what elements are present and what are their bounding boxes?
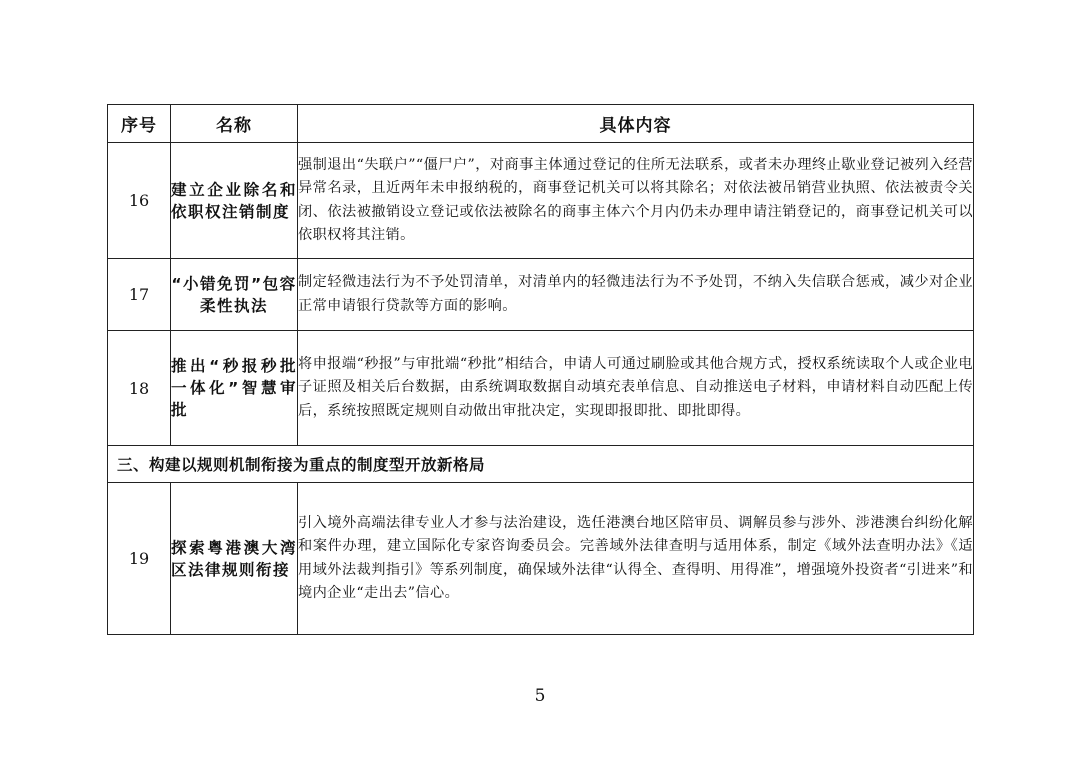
row-name: 建立企业除名和依职权注销制度 bbox=[171, 143, 298, 259]
row-number: 19 bbox=[108, 483, 171, 635]
row-name: 推出“秒报秒批一体化”智慧审批 bbox=[171, 331, 298, 446]
table-header-row bbox=[108, 105, 974, 143]
section-heading: 三、构建以规则机制衔接为重点的制度型开放新格局 bbox=[108, 446, 974, 483]
row-number: 16 bbox=[108, 143, 171, 259]
row-name: 探索粤港澳大湾区法律规则衔接 bbox=[171, 483, 298, 635]
row-name: “小错免罚”包容柔性执法 bbox=[171, 259, 298, 331]
policy-table bbox=[107, 104, 974, 635]
table-row bbox=[108, 143, 974, 259]
row-content: 引入境外高端法律专业人才参与法治建设，选任港澳台地区陪审员、调解员参与涉外、涉港澳台纠纷化解和案件办理，建立国际化专家咨询委员会。完善域外法律查明与适用体系，制定《域外法查明办法》《适用域外法裁判指引》等系列制度，确保域外法律“认得全、查得明、用得准”，增强境外投资者“引进来”和境内企业“走出去”信心。 bbox=[298, 483, 974, 635]
row-number: 17 bbox=[108, 259, 171, 331]
header-name: 名称 bbox=[171, 105, 298, 143]
row-content: 将申报端“秒报”与审批端“秒批”相结合，申请人可通过刷脸或其他合规方式，授权系统读取个人或企业电子证照及相关后台数据，由系统调取数据自动填充表单信息、自动推送电子材料，申请材料自动匹配上传后，系统按照既定规则自动做出审批决定，实现即报即批、即批即得。 bbox=[298, 331, 974, 446]
row-number: 18 bbox=[108, 331, 171, 446]
row-content: 制定轻微违法行为不予处罚清单，对清单内的轻微违法行为不予处罚，不纳入失信联合惩戒，减少对企业正常申请银行贷款等方面的影响。 bbox=[298, 259, 974, 331]
header-content: 具体内容 bbox=[298, 105, 974, 143]
section-heading-row bbox=[108, 446, 974, 483]
header-number: 序号 bbox=[108, 105, 171, 143]
row-content: 强制退出“失联户”“僵尸户”，对商事主体通过登记的住所无法联系，或者未办理终止歇业登记被列入经营异常名录，且近两年未申报纳税的，商事登记机关可以将其除名；对依法被吊销营业执照、依法被责令关闭、依法被撤销设立登记或依法被除名的商事主体六个月内仍未办理申请注销登记的，商事登记机关可以依职权将其注销。 bbox=[298, 143, 974, 259]
table-row bbox=[108, 331, 974, 446]
page-number: 5 bbox=[534, 686, 546, 706]
table-row bbox=[108, 483, 974, 635]
table-row bbox=[108, 259, 974, 331]
